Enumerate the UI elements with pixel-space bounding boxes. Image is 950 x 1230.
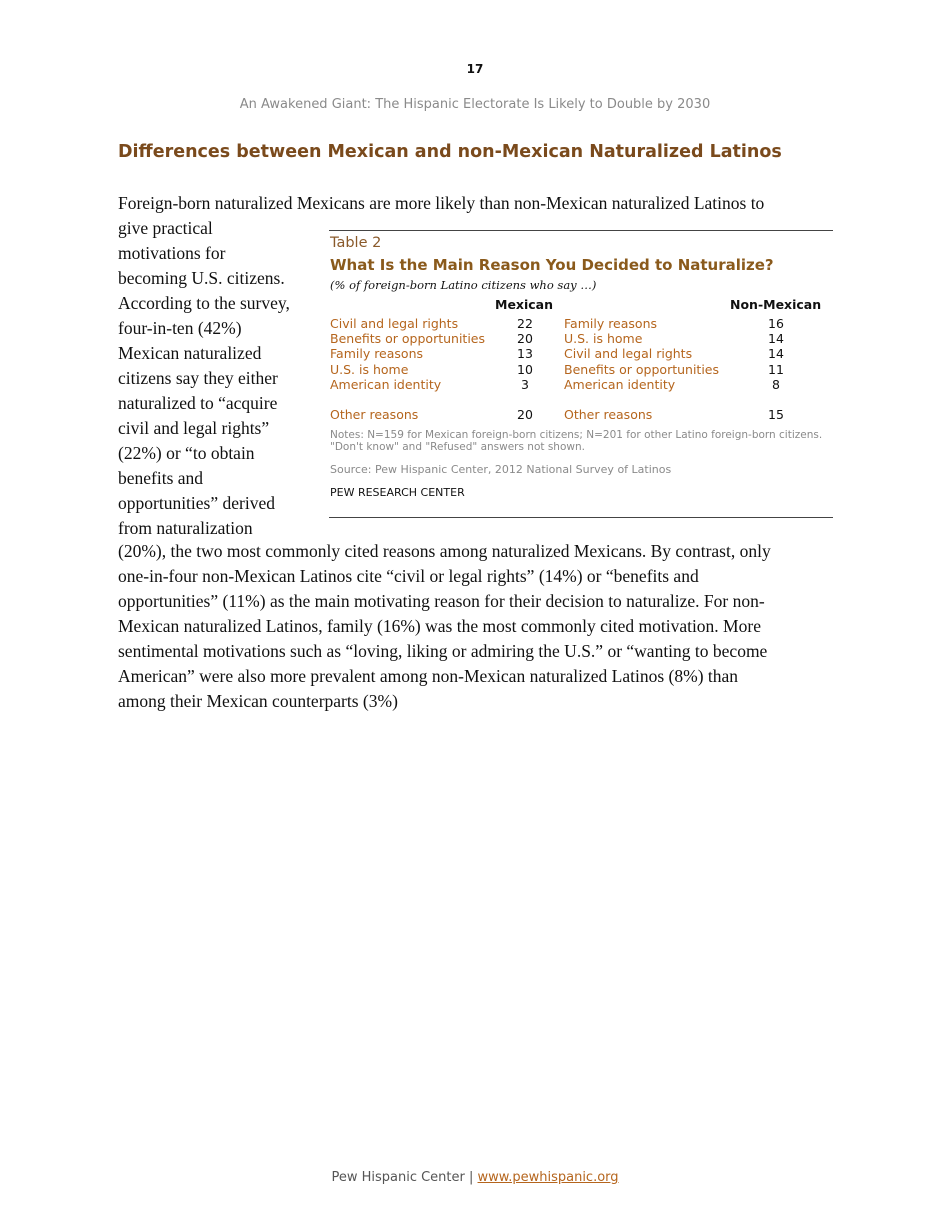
mexican-reason-label: Family reasons: [330, 346, 424, 362]
mexican-reason-value: 22: [517, 316, 533, 331]
text-line: (22%) or “to obtain: [118, 443, 255, 463]
mexican-reason-label: American identity: [330, 376, 442, 392]
running-header: An Awakened Giant: The Hispanic Electorate Is Likely to Double by 2030: [239, 97, 711, 112]
mexican-reason-value: 3: [521, 376, 529, 392]
non-mexican-reason-value: 11: [768, 361, 784, 377]
non-mexican-reason-value: 14: [768, 331, 784, 347]
non-mexican-reason-label: Family reasons: [564, 316, 658, 331]
mexican-reason-value: 13: [517, 346, 533, 362]
non-mexican-reason-value: 16: [768, 316, 784, 331]
text-line: give practical: [118, 218, 213, 238]
page-footer: [0, 1170, 950, 1185]
text-line: naturalized to “acquire: [118, 393, 278, 413]
table-row: [329, 407, 833, 422]
non-mexican-reason-value: 8: [772, 376, 780, 392]
mexican-reason-label: Civil and legal rights: [330, 316, 459, 331]
footer-website-link[interactable]: www.pewhispanic.org: [477, 1170, 619, 1185]
table-title: What Is the Main Reason You Decided to Naturalize?: [330, 256, 774, 274]
text-line: American” were also more prevalent among non-Mexican naturalized Latinos (8%) than: [118, 666, 739, 686]
text-line: (20%), the two most commonly cited reasons among naturalized Mexicans. By contrast, only: [118, 541, 771, 561]
table-row: [329, 377, 833, 392]
text-line: Mexican naturalized: [118, 343, 262, 363]
table-row-other: [329, 407, 833, 422]
text-line: motivations for: [118, 243, 226, 263]
non-mexican-reason-label: American identity: [564, 376, 676, 392]
non-mexican-reason-label: Civil and legal rights: [564, 346, 693, 362]
mexican-reason-label: Other reasons: [330, 407, 419, 422]
table-subtitle: (% of foreign-born Latino citizens who say …): [330, 278, 597, 292]
non-mexican-reason-label: Other reasons: [564, 407, 653, 422]
mexican-reason-label: U.S. is home: [330, 361, 409, 377]
text-line: four-in-ten (42%): [118, 318, 242, 338]
text-line: citizens say they either: [118, 368, 278, 388]
table-label: Table 2: [330, 235, 382, 251]
table-body: [329, 316, 833, 392]
text-line: from naturalization: [118, 518, 253, 538]
page-number: 17: [466, 62, 484, 76]
mexican-reason-value: 20: [517, 331, 533, 347]
text-line: opportunities” (11%) as the main motivating reason for their decision to naturalize. For non-: [118, 591, 765, 611]
text-line: According to the survey,: [118, 293, 290, 313]
text-line: benefits and: [118, 468, 204, 488]
mexican-reason-value: 20: [517, 407, 533, 422]
wrapped-text-column: [118, 216, 313, 541]
column-header-mexican: Mexican: [495, 297, 554, 312]
text-line: opportunities” derived: [118, 493, 275, 513]
text-line: one-in-four non-Mexican Latinos cite “civil or legal rights” (14%) or “benefits and: [118, 566, 699, 586]
table-row: [329, 316, 833, 331]
mexican-reason-label: Benefits or opportunities: [330, 331, 485, 347]
table-organization: PEW RESEARCH CENTER: [330, 486, 465, 499]
mexican-reason-value: 10: [517, 361, 533, 377]
text-line: sentimental motivations such as “loving, liking or admiring the U.S.” or “wanting to become: [118, 641, 768, 661]
non-mexican-reason-label: Benefits or opportunities: [564, 361, 719, 377]
body-paragraph-continuation: [118, 539, 838, 714]
text-line: becoming U.S. citizens.: [118, 268, 285, 288]
text-line: among their Mexican counterparts (3%): [118, 691, 398, 711]
footer-org: Pew Hispanic Center |: [331, 1170, 474, 1185]
text-line: Mexican naturalized Latinos, family (16%) was the most commonly cited motivation. More: [118, 616, 761, 636]
table-row: [329, 346, 833, 361]
column-header-non-mexican: Non-Mexican: [730, 297, 822, 312]
text-line: civil and legal rights”: [118, 418, 270, 438]
section-heading: Differences between Mexican and non-Mexican Naturalized Latinos: [118, 142, 782, 162]
intro-paragraph-line: Foreign-born naturalized Mexicans are more likely than non-Mexican naturalized Latinos to: [118, 193, 765, 213]
non-mexican-reason-value: 14: [768, 346, 784, 362]
non-mexican-reason-value: 15: [768, 407, 784, 422]
data-table-figure: [329, 230, 833, 518]
table-row: [329, 331, 833, 346]
table-row: [329, 362, 833, 377]
table-notes: Notes: N=159 for Mexican foreign-born citizens; N=201 for other Latino foreign-born citizens. "Don't know" and "Refused" answers not shown.: [330, 429, 823, 453]
table-source: Source: Pew Hispanic Center, 2012 National Survey of Latinos: [330, 463, 672, 476]
non-mexican-reason-label: U.S. is home: [564, 331, 643, 347]
